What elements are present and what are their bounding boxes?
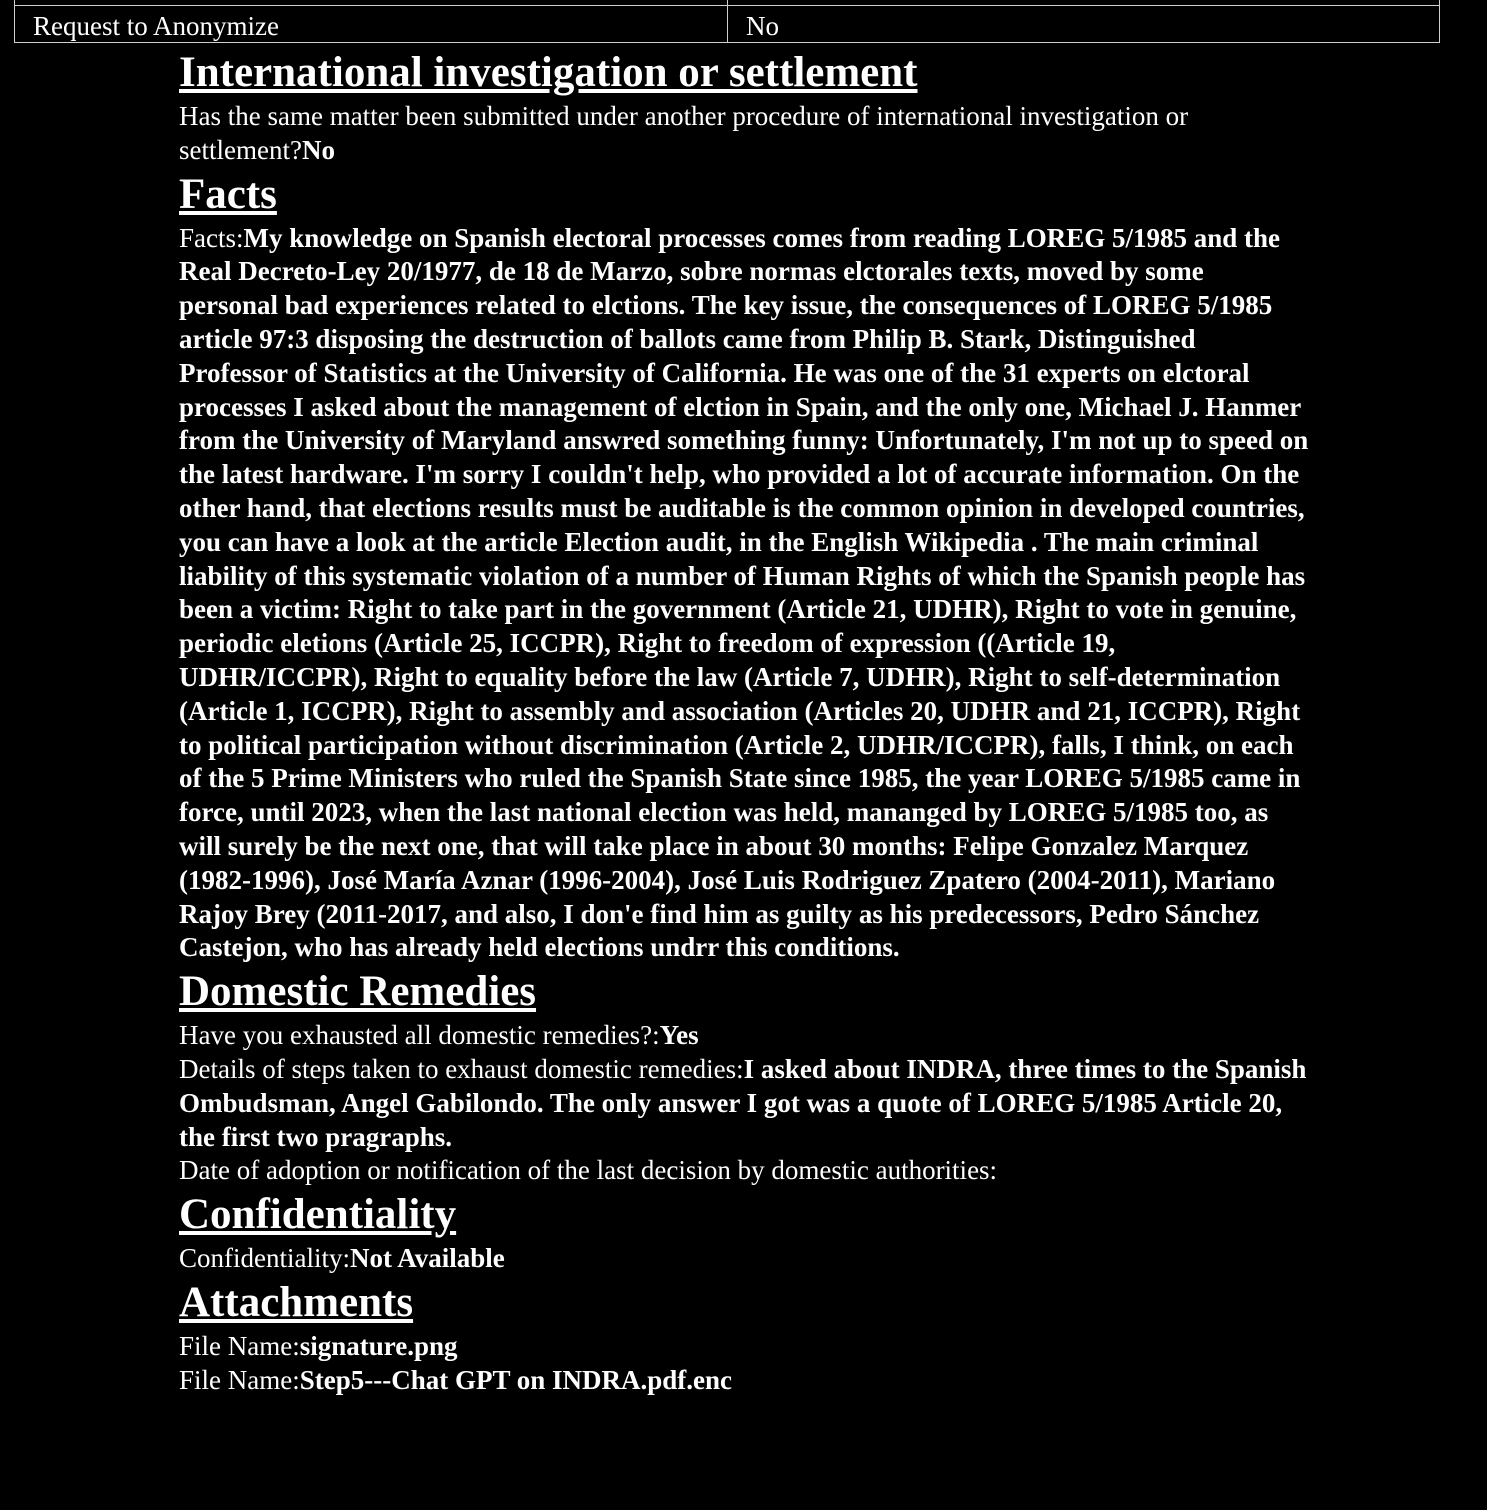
field-label: File Name: bbox=[179, 1364, 300, 1395]
confidentiality-field bbox=[179, 1242, 1309, 1276]
attachments-heading: Attachments bbox=[179, 1278, 414, 1326]
field-value: I asked about INDRA, three times to the Spanish Ombudsman, Angel Gabilondo. The only answer I got was a quote of LOREG 5/1985 Article 20, the first two pragraphs. bbox=[179, 1053, 1307, 1152]
facts-heading: Facts bbox=[179, 170, 277, 218]
attachment-file-name: signature.png bbox=[299, 1330, 458, 1361]
table-cell-value: No bbox=[728, 6, 1440, 43]
international-heading: International investigation or settlement bbox=[179, 49, 918, 96]
field-label: Has the same matter been submitted under another procedure of international investigation or settlement? bbox=[179, 101, 1189, 165]
field-value: Yes bbox=[659, 1020, 699, 1051]
remedies-details bbox=[179, 1053, 1309, 1154]
attachment-file-name: Step5---Chat GPT on INDRA.pdf.enc bbox=[299, 1364, 733, 1395]
field-value: Not Available bbox=[349, 1243, 505, 1274]
attachment-item bbox=[179, 1330, 1309, 1364]
field-label: File Name: bbox=[179, 1330, 300, 1361]
exhausted-remedies bbox=[179, 1019, 1309, 1053]
field-label: Facts: bbox=[179, 222, 244, 253]
table-row bbox=[15, 6, 1440, 43]
decision-date bbox=[179, 1154, 1309, 1188]
international-question bbox=[179, 100, 1309, 168]
field-label: Have you exhausted all domestic remedies?: bbox=[179, 1020, 660, 1051]
field-label: Confidentiality: bbox=[179, 1243, 350, 1274]
field-label: Date of adoption or notification of the last decision by domestic authorities: bbox=[179, 1155, 998, 1186]
field-label: Details of steps taken to exhaust domestic remedies: bbox=[179, 1053, 744, 1084]
domestic-remedies-heading: Domestic Remedies bbox=[179, 968, 537, 1016]
attachment-item bbox=[179, 1364, 1309, 1398]
facts-text bbox=[179, 222, 1309, 966]
field-value: My knowledge on Spanish electoral processes comes from reading LOREG 5/1985 and the Real Decreto-Ley 20/1977, de 18 de Marzo, sobre normas elctorales texts, moved by some personal bad experiences related to elctions. The key issue, the consequences of LOREG 5/1985 article 97:3 disposing the destruction of ballots came from Philip B. Stark, Distinguished Professor of Statistics at the University of California. He was one of the 31 experts on elctoral processes I asked about the management of elction in Spain, and the only one, Michael J. Hanmer from the University of Maryland answred something funny: Unfortunately, I'm not up to speed on the latest hardware. I'm sorry I couldn't help, who provided a lot of accurate information. On the other hand, that elections results must be auditable is the common opinion in developed countries, you can have a look at the article Election audit, in the English Wikipedia . The main criminal liability of this systematic violation of a number of Human Rights of which the Spanish people has been a victim: Right to take part in the government (Article 21, UDHR), Right to vote in genuine, periodic eletions (Article 25, ICCPR), Right to freedom of expression ((Article 19, UDHR/ICCPR), Right to equality before the law (Article 7, UDHR), Right to self-determination (Article 1, ICCPR), Right to assembly and association (Articles 20, UDHR and 21, ICCPR), Right to political participation without discrimination (Article 2, UDHR/ICCPR), falls, I think, on each of the 5 Prime Ministers who ruled the Spanish State since 1985, the year LOREG 5/1985 came in force, until 2023, when the last national election was held, mananged by LOREG 5/1985 too, as will surely be the next one, that will take place in about 30 months: Felipe Gonzalez Marquez (1982-1996), José María Aznar (1996-2004), José Luis Rodriguez Zpatero (2004-2011), Mariano Rajoy Brey (2011-2017, and also, I don'e find him as guilty as his predecessors, Pedro Sánchez Castejon, who has already held elections undrr this conditions. bbox=[179, 222, 1309, 963]
details-table bbox=[14, 0, 1440, 43]
table-cell-label: Request to Anonymize bbox=[15, 6, 728, 43]
field-value: No bbox=[301, 134, 335, 165]
confidentiality-heading: Confidentiality bbox=[179, 1191, 457, 1239]
complaint-content bbox=[179, 46, 1309, 1398]
